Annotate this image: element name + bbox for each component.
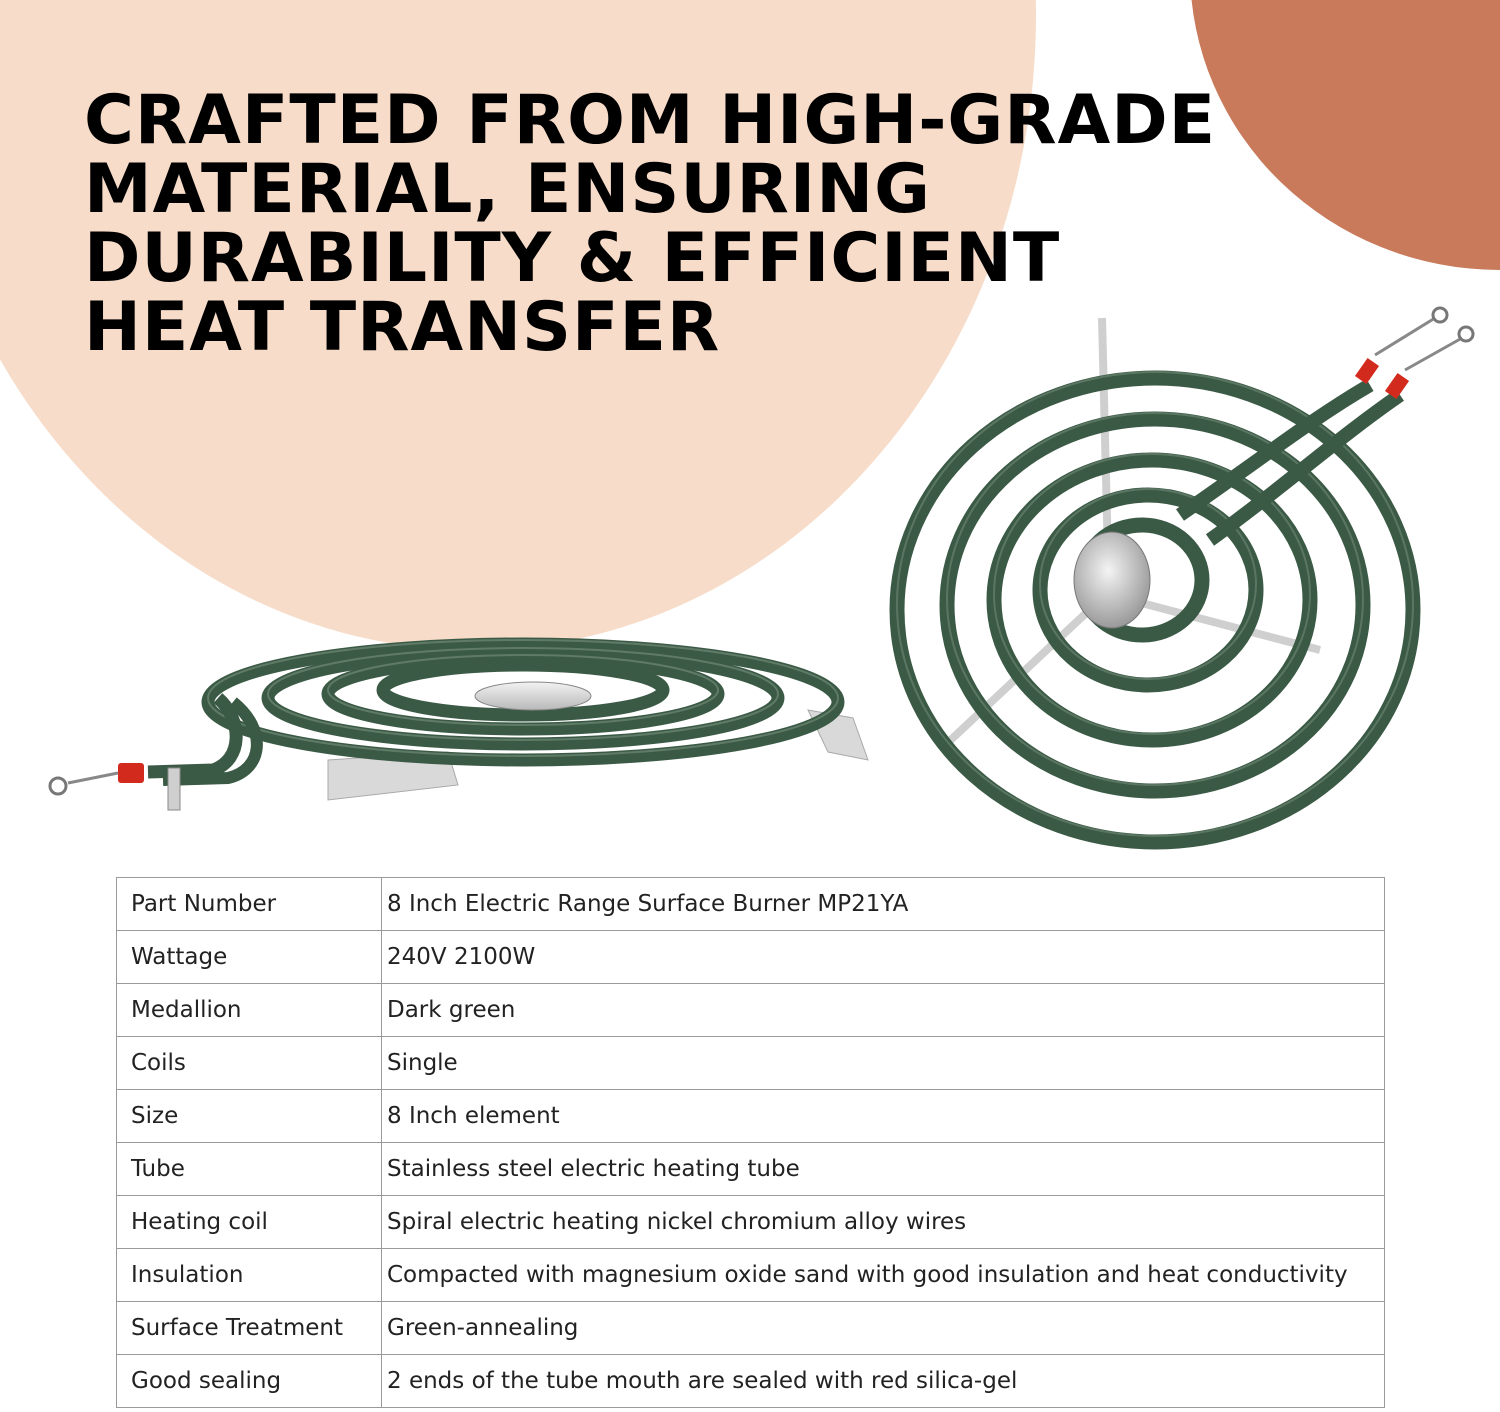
spec-value: 8 Inch element — [382, 1090, 1385, 1143]
spec-value: Dark green — [382, 984, 1385, 1037]
red-terminal-seal — [1355, 358, 1379, 384]
burner-top-view-photo — [880, 300, 1480, 860]
spec-label: Insulation — [117, 1249, 382, 1302]
center-medallion — [1074, 532, 1150, 628]
table-row — [117, 1143, 1385, 1196]
spec-value: Green-annealing — [382, 1302, 1385, 1355]
table-row — [117, 878, 1385, 931]
headline-line: HEAT TRANSFER — [84, 288, 721, 367]
table-row — [117, 1037, 1385, 1090]
table-row — [117, 931, 1385, 984]
spec-value: 8 Inch Electric Range Surface Burner MP21YA — [382, 878, 1385, 931]
table-row — [117, 1090, 1385, 1143]
center-medallion — [475, 682, 591, 710]
headline-line: DURABILITY & EFFICIENT — [84, 219, 1061, 298]
table-row — [117, 984, 1385, 1037]
red-terminal-seal — [118, 763, 144, 783]
spec-value: Compacted with magnesium oxide sand with good insulation and heat conductivity — [382, 1249, 1385, 1302]
spec-label: Coils — [117, 1037, 382, 1090]
spec-value: 240V 2100W — [382, 931, 1385, 984]
headline-line: CRAFTED FROM HIGH-GRADE — [84, 81, 1217, 160]
spec-value: Stainless steel electric heating tube — [382, 1143, 1385, 1196]
table-row — [117, 1302, 1385, 1355]
table-row — [117, 1355, 1385, 1408]
headline-line: MATERIAL, ENSURING — [84, 150, 931, 229]
spec-label: Heating coil — [117, 1196, 382, 1249]
terminal-loop — [50, 778, 66, 794]
spec-value: Single — [382, 1037, 1385, 1090]
table-row — [117, 1196, 1385, 1249]
terminal-loop — [1459, 327, 1473, 341]
spec-label: Tube — [117, 1143, 382, 1196]
spec-value: 2 ends of the tube mouth are sealed with red silica-gel — [382, 1355, 1385, 1408]
burner-side-view-photo — [28, 620, 878, 830]
terminal-bracket — [168, 768, 180, 810]
spec-label: Wattage — [117, 931, 382, 984]
spec-label: Surface Treatment — [117, 1302, 382, 1355]
spec-label: Medallion — [117, 984, 382, 1037]
specification-table — [116, 877, 1385, 1408]
spec-label: Good sealing — [117, 1355, 382, 1408]
table-row — [117, 1249, 1385, 1302]
spec-label: Part Number — [117, 878, 382, 931]
spec-value: Spiral electric heating nickel chromium alloy wires — [382, 1196, 1385, 1249]
spec-label: Size — [117, 1090, 382, 1143]
terminal-loop — [1433, 308, 1447, 322]
